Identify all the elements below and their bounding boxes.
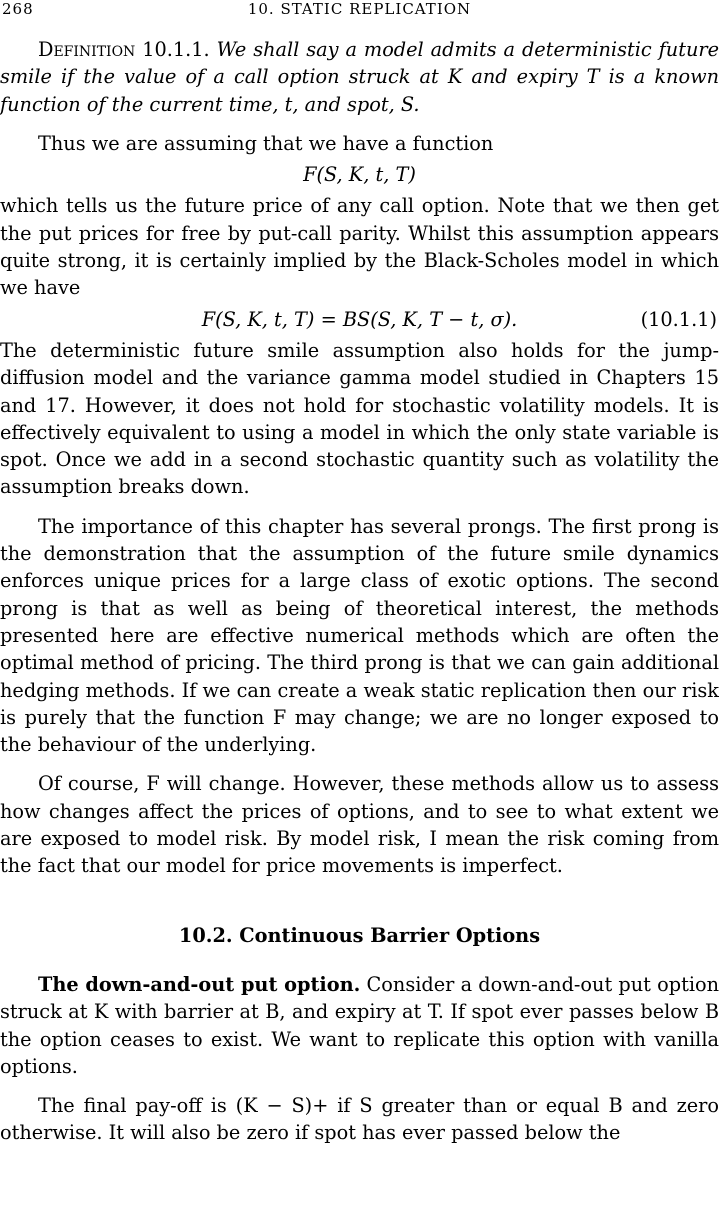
equation-10-1-1	[0, 306, 719, 333]
paragraph-2: which tells us the future price of any call option. Note that we then get the put prices for free by put-call parity. Whilst this assumption appears quite strong, it is certainly implied by the Black-Scholes model in which we have	[0, 194, 719, 300]
paragraph-4: The importance of this chapter has several prongs. The first prong is the demonstration that the assumption of the future smile dynamics enforces unique prices for a large class of exotic options. The second prong is that as well as being of theoretical interest, the methods presented here are effective numerical methods which are often the optimal method of pricing. The third prong is that we can gain additional hedging methods. If we can create a weak static replication then our risk is purely that the function F may change; we are no longer exposed to the behaviour of the underlying.	[0, 514, 719, 757]
paragraph-5: Of course, F will change. However, these methods allow us to assess how changes affect the prices of options, and to see to what extent we are exposed to model risk. By model risk, I mean the risk coming from the fact that our model for price movements is imperfect.	[0, 772, 719, 878]
page-header	[0, 0, 719, 22]
paragraph-7: The final pay-off is (K − S)+ if S greater than or equal B and zero otherwise. It will also be zero if spot has ever passed below the	[0, 1094, 719, 1145]
equation-function: F(S, K, t, T)	[303, 163, 416, 187]
paragraph-6	[0, 971, 719, 1080]
running-title: 10. STATIC REPLICATION	[247, 0, 472, 18]
paragraph-3: The deterministic future smile assumption also holds for the jump-diffusion model and the variance gamma model studied in Chapters 15 and 17. However, it does not hold for stochastic volatility models. It is effectively equivalent to using a model in which the only state variable is spot. Once we add in a second stochastic quantity such as volatility the assumption breaks down.	[0, 338, 719, 499]
section-heading: 10.2. Continuous Barrier Options	[178, 923, 541, 947]
definition-10-1-1	[0, 36, 719, 118]
page-body	[0, 36, 719, 1147]
equation-number: (10.1.1)	[640, 307, 717, 331]
definition-text: We shall say a model admits a deterministic future smile if the value of a call option struck at K and expiry T is a known function of the current time, t, and spot, S.	[0, 38, 719, 116]
paragraph-1: Thus we are assuming that we have a function	[38, 131, 494, 155]
definition-label: Definition 10.1.1.	[38, 38, 210, 61]
equation-body: F(S, K, t, T) = BS(S, K, T − t, σ).	[201, 307, 518, 331]
paragraph-6-text: Consider a down-and-out put option struck at K with barrier at B, and expiry at T. If spot ever passes below B the option ceases to exist. We want to replicate this option with vanilla options.	[0, 972, 719, 1078]
page-number: 268	[2, 0, 34, 18]
paragraph-lead: The down-and-out put option.	[38, 972, 361, 996]
